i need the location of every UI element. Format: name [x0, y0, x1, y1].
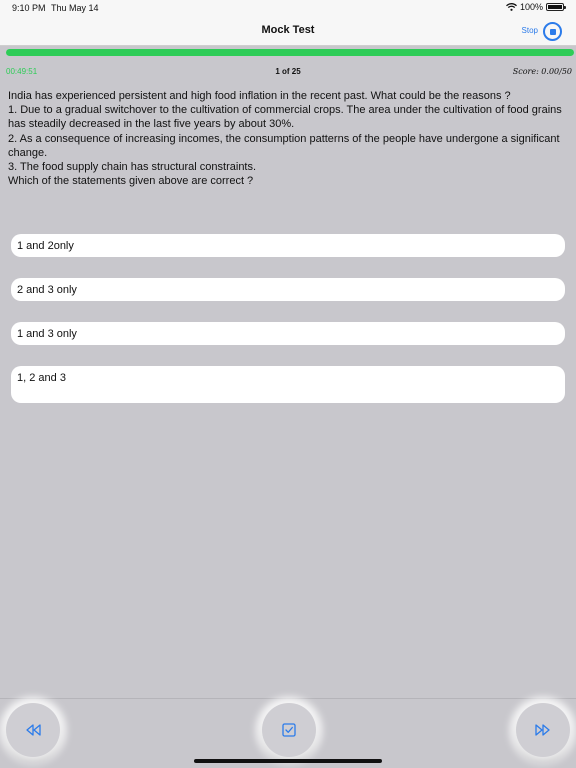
option-1[interactable] [11, 234, 565, 257]
info-row [0, 67, 576, 79]
checkbox-icon [282, 723, 296, 737]
battery-percent: 100% [519, 2, 543, 12]
option-label: 1 and 3 only [17, 327, 77, 340]
rewind-icon [25, 724, 41, 736]
question-line: 3. The food supply chain has structural constraints. [8, 161, 257, 174]
option-4[interactable] [11, 366, 565, 403]
question-text [8, 89, 570, 188]
status-date: Thu May 14 [51, 3, 99, 13]
status-right [506, 2, 564, 12]
question-line: 2. As a consequence of increasing incomes, the consumption patterns of the people have undergone a significant change. [8, 132, 560, 159]
question-line: India has experienced persistent and high food inflation in the recent past. What could be the reasons ? [8, 90, 511, 102]
stop-circle-icon [550, 29, 556, 35]
bottom-toolbar [0, 698, 576, 758]
status-time: 9:10 PM [12, 3, 46, 13]
option-2[interactable] [11, 278, 565, 301]
fast-forward-icon [535, 724, 551, 736]
option-label: 1 and 2only [17, 239, 74, 252]
question-line: Which of the statements given above are correct ? [8, 175, 254, 188]
timer: 00:49:51 [6, 67, 38, 76]
question-line: 1. Due to a gradual switchover to the cultivation of commercial crops. The area under the cultivation of food grains has steadily decreased in the last five years by about 30%. [8, 104, 562, 131]
status-bar [0, 0, 576, 16]
nav-bar [0, 16, 576, 46]
previous-button[interactable] [6, 703, 60, 757]
battery-icon [546, 3, 564, 11]
option-label: 1, 2 and 3 [17, 372, 66, 384]
page-title: Mock Test [261, 24, 315, 36]
wifi-icon [506, 3, 517, 11]
home-indicator [194, 759, 382, 763]
check-answer-button[interactable] [262, 703, 316, 757]
progress-fill [6, 49, 574, 56]
stop-button[interactable] [543, 22, 562, 41]
next-button[interactable] [516, 703, 570, 757]
option-3[interactable] [11, 322, 565, 345]
option-label: 2 and 3 only [17, 283, 77, 296]
progress-bar [6, 49, 574, 56]
score: Score: 0.00/50 [512, 67, 572, 76]
stop-label[interactable]: Stop [521, 26, 538, 35]
question-counter: 1 of 25 [275, 67, 301, 76]
